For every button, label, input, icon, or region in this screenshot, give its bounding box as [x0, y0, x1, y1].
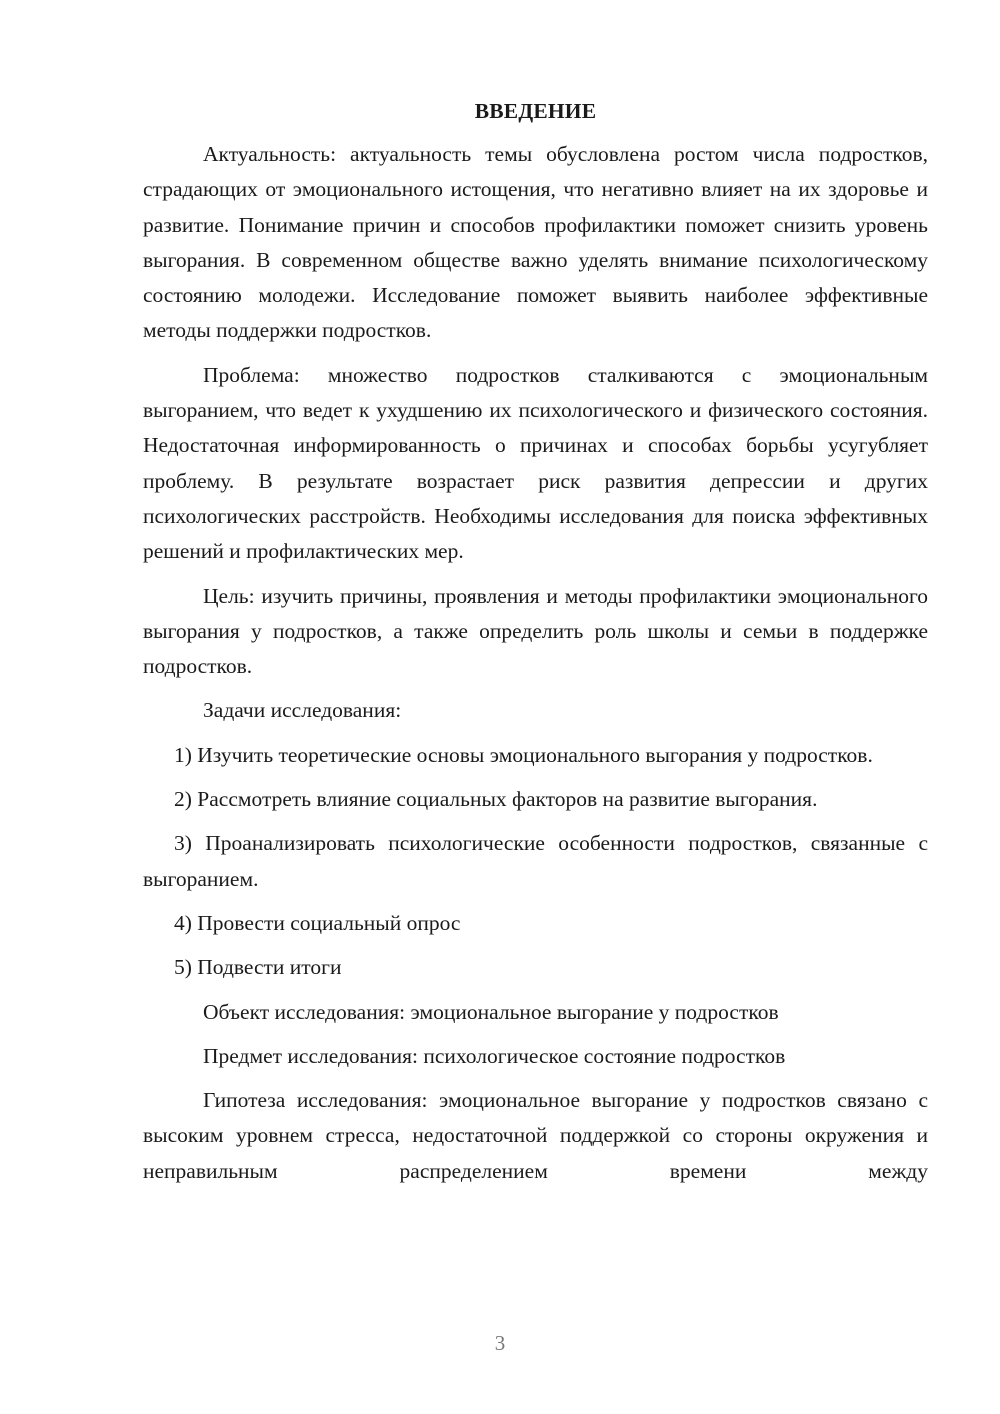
- tasks-heading: Задачи исследования:: [203, 698, 402, 723]
- document-page: [143, 95, 928, 1198]
- task-item-5: 5) Подвести итоги: [174, 955, 342, 980]
- goal-paragraph: Цель: изучить причины, проявления и методы профилактики эмоционального выгорания у подростков, а также определить роль школы и семьи в поддержке подростков.: [143, 583, 928, 679]
- subject-paragraph: Предмет исследования: психологическое состояние подростков: [203, 1043, 786, 1068]
- hypothesis-paragraph: Гипотеза исследования: эмоциональное выгорание у подростков связано с высоким уровнем стресса, недостаточной поддержкой со стороны окружения и неправильным распределением времени между: [143, 1088, 928, 1183]
- task-item-4: 4) Провести социальный опрос: [174, 910, 461, 935]
- problem-paragraph: Проблема: множество подростков сталкиваются с эмоциональным выгоранием, что ведет к ухудшению их психологического и физического состояния. Недостаточная информированность о причинах и способах борьбы усугубляет проблему. В результате возрастает риск развития депрессии и других психологических расстройств. Необходимы исследования для поиска эффективных решений и профилактических мер.: [143, 362, 928, 564]
- page-number: 3: [494, 1331, 506, 1355]
- task-item-3: 3) Проанализировать психологические особенности подростков, связанные с выгоранием.: [143, 831, 928, 891]
- task-item-2: 2) Рассмотреть влияние социальных факторов на развитие выгорания.: [174, 787, 818, 812]
- relevance-paragraph: Актуальность: актуальность темы обусловлена ростом числа подростков, страдающих от эмоционального истощения, что негативно влияет на их здоровье и развитие. Понимание причин и способов профилактики поможет снизить уровень выгорания. В современном обществе важно уделять внимание психологическому состоянию молодежи. Исследование поможет выявить наиболее эффективные методы поддержки подростков.: [143, 142, 928, 343]
- object-paragraph: Объект исследования: эмоциональное выгорание у подростков: [203, 999, 779, 1024]
- page-title: ВВЕДЕНИЕ: [474, 99, 597, 123]
- task-item-1: 1) Изучить теоретические основы эмоционального выгорания у подростков.: [174, 742, 873, 767]
